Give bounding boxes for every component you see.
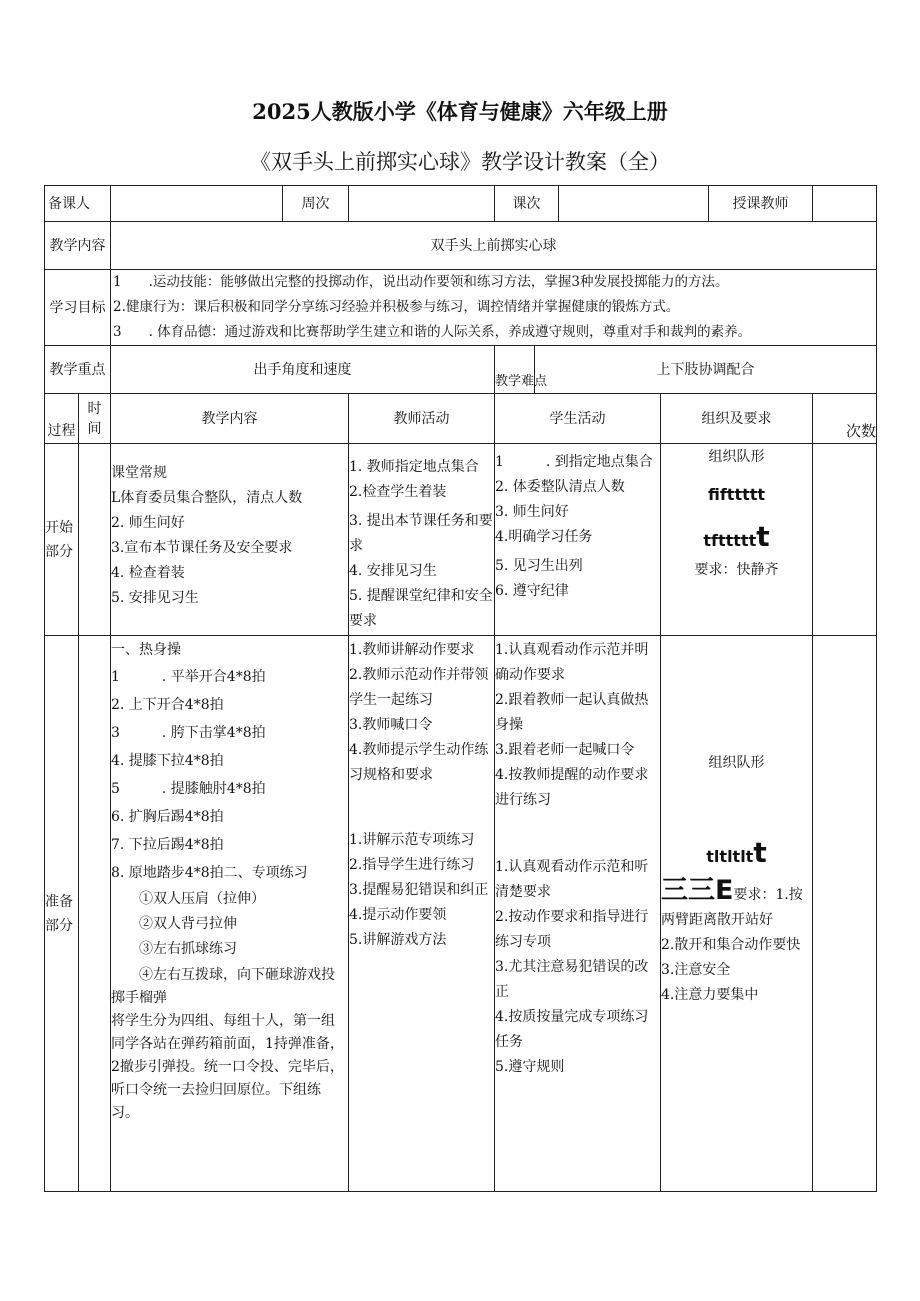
col-process: 过程 [47, 423, 76, 439]
content-label-cell [45, 222, 111, 270]
objective-item: 2.健康行为：课后积极和同学分享练习经验并积极参与练习，调控情绪并掌握健康的锻炼方式。 [113, 299, 680, 315]
organization-heading: 组织队形 [708, 449, 765, 465]
col-process-cell [45, 394, 79, 444]
col-count: 次数 [845, 422, 876, 440]
content-item: 2. 师生问好 [111, 515, 185, 531]
section-name: 开始部分 [45, 519, 73, 560]
section-time-cell[interactable] [79, 444, 111, 636]
content-item: 4. 检查着装 [111, 565, 185, 581]
key-label-cell [45, 346, 111, 394]
key-value-cell [111, 346, 495, 394]
week-value-cell[interactable] [349, 186, 495, 222]
student-item [495, 813, 660, 855]
formation-mark: t [756, 520, 770, 553]
teacher-item: 2.检查学生着装 [349, 484, 447, 500]
teacher-item: 4.提示动作要领 [349, 907, 447, 923]
objectives-label: 学习目标 [49, 299, 106, 316]
teacher-item: 1.教师讲解动作要求 [349, 642, 475, 658]
difficulty-label: 教学难点 [495, 374, 548, 389]
student-item: 1.认真观看动作示范并明确动作要求 [495, 642, 649, 683]
col-teacher-cell [349, 394, 495, 444]
content-item: 2. 上下开合4*8拍 [111, 697, 224, 713]
student-item: 5.遵守规则 [495, 1059, 565, 1075]
teacher-item: 1. 教师指定地点集合 [349, 459, 479, 475]
header-info-row [45, 186, 877, 222]
week-label-cell [283, 186, 349, 222]
student-item: 3.尤其注意易犯错误的改正 [495, 959, 649, 1000]
content-item: 3 . 胯下击掌4*8拍 [111, 725, 266, 741]
teacher-item: 1.讲解示范专项练习 [349, 832, 475, 848]
requirement-item: 4.注意力要集中 [661, 987, 759, 1003]
formation-row: tfttttt [703, 531, 757, 550]
section-count-cell[interactable] [813, 444, 877, 636]
col-student: 学生活动 [549, 410, 606, 427]
teacher-label: 授课教师 [732, 195, 789, 212]
objectives-label-cell [45, 270, 111, 346]
student-item: 2. 体委整队清点人数 [495, 479, 625, 495]
content-item: L体育委员集合整队，清点人数 [111, 490, 303, 506]
content-item: 将学生分为四组、每组十人，第一组同学各站在弹药箱前面，1持弹准备，2撤步引弹投。统一口令投、完毕后，听口令统一去捡归回原位。下组练习。 [111, 1013, 344, 1121]
lesson-no-value-cell[interactable] [559, 186, 709, 222]
student-item: 4.明确学习任务 [495, 529, 593, 545]
preparer-value-cell[interactable] [111, 186, 283, 222]
organization-requirement: 要求：快静齐 [694, 562, 779, 578]
content-item: 6. 扩胸后踢4*8拍 [111, 809, 224, 825]
column-header-row [45, 394, 877, 444]
document-subtitle: 《双手头上前掷实心球》教学设计教案（全） [250, 150, 670, 174]
difficulty-value: 上下肢协调配合 [656, 361, 755, 378]
teacher-item: 4.教师提示学生动作练习规格和要求 [349, 742, 489, 783]
preparer-label-cell [45, 186, 111, 222]
teacher-item: 3. 提出本节课任务和要求 [349, 513, 493, 554]
organization-heading: 组织队形 [708, 755, 765, 771]
student-item: 3.跟着老师一起喊口令 [495, 742, 635, 758]
teacher-item: 3.提醒易犯错误和纠正 [349, 882, 489, 898]
section-time-cell[interactable] [79, 636, 111, 1192]
teacher-value-cell[interactable] [813, 186, 877, 222]
content-item: ④左右互拨球，向下砸球游戏投掷手榴弹 [111, 967, 335, 1006]
col-organization-cell [661, 394, 813, 444]
section-count-cell[interactable] [813, 636, 877, 1192]
content-label: 教学内容 [49, 237, 106, 254]
content-item: 7. 下拉后踢4*8拍 [111, 837, 224, 853]
formation-symbol: 三三E [661, 875, 734, 906]
document-title: 2025人教版小学《体育与健康》六年级上册 [252, 99, 668, 124]
difficulty-label-cell [495, 346, 548, 394]
section-content-cell [111, 444, 349, 636]
content-row [45, 222, 877, 270]
key-label: 教学重点 [49, 361, 106, 378]
student-item: 4.按质按量完成专项练习任务 [495, 1009, 649, 1050]
objective-item: 1 .运动技能：能够做出完整的投掷动作，说出动作要领和练习方法，掌握3种发展投掷能力的方法。 [113, 274, 729, 290]
section-row-opening [45, 444, 877, 636]
col-count-cell [813, 394, 877, 444]
section-teacher-cell [349, 444, 495, 636]
teacher-item: 3.教师喊口令 [349, 717, 433, 733]
section-organization-cell [661, 636, 813, 1192]
section-name: 准备部分 [45, 893, 73, 934]
content-item: 1 . 平举开合4*8拍 [111, 669, 266, 685]
teacher-item: 4. 安排见习生 [349, 563, 437, 579]
teacher-item: 5. 提醒课堂纪律和安全要求 [349, 588, 493, 629]
student-item: 6. 遵守纪律 [495, 583, 569, 599]
preparer-label: 备课人 [48, 195, 90, 212]
focus-row [45, 346, 877, 394]
teacher-item: 2.指导学生进行练习 [349, 857, 475, 873]
student-item: 1.认真观看动作示范和听清楚要求 [495, 859, 649, 900]
week-label: 周次 [301, 195, 330, 212]
col-time-cell [79, 394, 111, 444]
formation-diagram [661, 520, 812, 553]
col-teacher: 教师活动 [393, 410, 450, 427]
teacher-item: 2.教师示范动作并带领学生一起练习 [349, 667, 489, 708]
section-name-cell [45, 636, 79, 1192]
formation-row: tltltlt [706, 847, 754, 866]
content-item: 课堂常规 [111, 465, 167, 481]
content-item: 一、热身操 [111, 642, 181, 658]
formation-mark: t [753, 836, 767, 869]
content-item: ②双人背弓拉伸 [111, 916, 237, 932]
requirement-item: 要求：1.按两臂距离散开站好 [661, 887, 803, 928]
col-content: 教学内容 [201, 410, 258, 427]
content-item: 5. 安排见习生 [111, 590, 199, 606]
objectives-row [45, 270, 877, 346]
objective-item: 3 . 体育品德：通过游戏和比赛帮助学生建立和谐的人际关系，养成遵守规则，尊重对手和裁判的素养。 [113, 324, 752, 340]
lesson-no-label: 课次 [512, 195, 541, 212]
requirement-item: 3.注意安全 [661, 962, 731, 978]
section-student-cell [495, 444, 661, 636]
content-item: ①双人压肩（拉伸） [111, 891, 265, 907]
objectives-value-cell [111, 270, 877, 346]
student-item: 1 . 到指定地点集合 [495, 454, 653, 470]
col-student-cell [495, 394, 661, 444]
content-value: 双手头上前掷实心球 [430, 237, 557, 254]
content-item: 5 . 提膝触肘4*8拍 [111, 781, 266, 797]
content-item: 3.宣布本节课任务及安全要求 [111, 540, 293, 556]
student-item: 2.跟着教师一起认真做热身操 [495, 692, 649, 733]
content-item: ③左右抓球练习 [111, 941, 237, 957]
formation-diagram: fifttttt [707, 485, 766, 504]
content-item: 4. 提膝下拉4*8拍 [111, 753, 224, 769]
col-content-cell [111, 394, 349, 444]
section-content-cell [111, 636, 349, 1192]
teacher-item [349, 788, 494, 828]
section-student-cell [495, 636, 661, 1192]
student-item: 2.按动作要求和指导进行练习专项 [495, 909, 649, 950]
content-item: 8. 原地踏步4*8拍二、专项练习 [111, 865, 308, 881]
teacher-item: 5.讲解游戏方法 [349, 932, 447, 948]
section-organization-cell [661, 444, 813, 636]
lesson-no-label-cell [495, 186, 559, 222]
student-item: 5. 见习生出列 [495, 558, 583, 574]
section-teacher-cell [349, 636, 495, 1192]
difficulty-value-cell [535, 346, 877, 394]
student-item: 3. 师生问好 [495, 504, 569, 520]
col-organization: 组织及要求 [701, 410, 772, 427]
formation-diagram [661, 836, 812, 869]
requirement-item: 2.散开和集合动作要快 [661, 937, 801, 953]
teacher-label-cell [709, 186, 813, 222]
lesson-plan-table [44, 185, 877, 1192]
content-value-cell [111, 222, 877, 270]
section-row-preparation [45, 636, 877, 1192]
student-item: 4.按教师提醒的动作要求进行练习 [495, 767, 649, 808]
organization-requirements [661, 869, 812, 1008]
section-name-cell [45, 444, 79, 636]
key-value: 出手角度和速度 [253, 361, 352, 378]
col-time: 时间 [87, 400, 102, 437]
